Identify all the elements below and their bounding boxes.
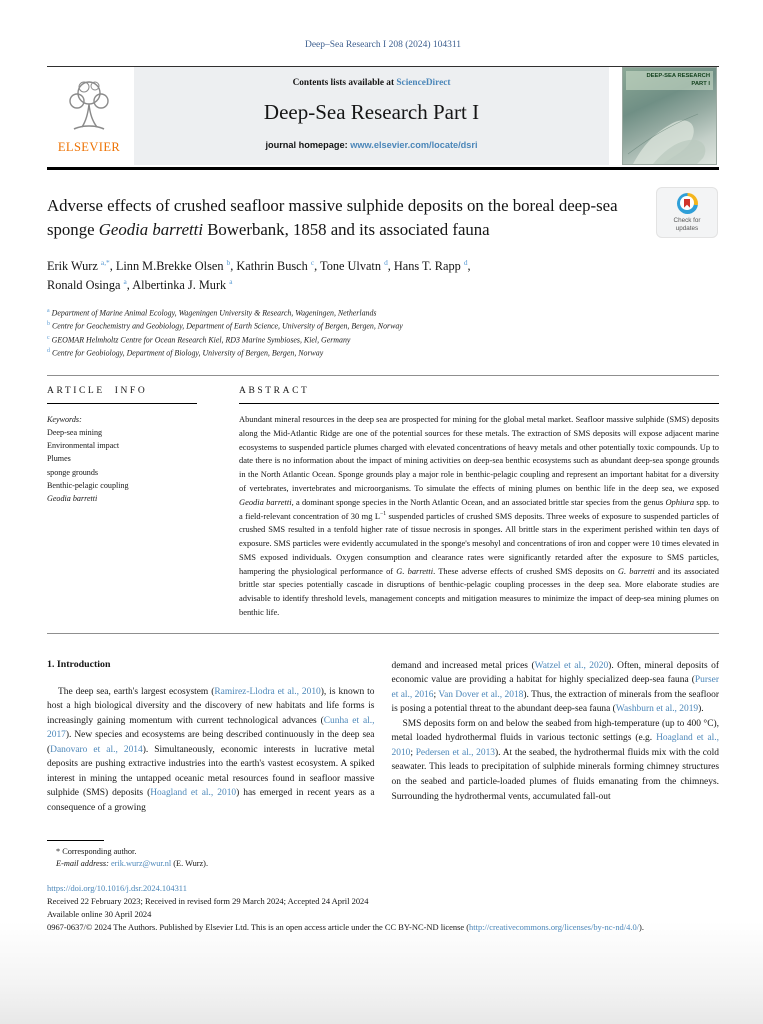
text-segment: Ophiura	[665, 496, 695, 507]
text-segment: ). Thus, the extraction of minerals from the seafloor is posing a potential threat to the abundant deep-sea fauna (	[391, 689, 719, 715]
text-segment: b	[226, 258, 231, 268]
text-segment: −1	[380, 510, 387, 517]
text-segment: a	[229, 276, 233, 286]
crossmark-icon	[677, 193, 698, 214]
text-segment: and its associated brittle star species potentially cascade in disruptions of benthic-pelagic coupling processes in the deep sea. More elaborate studies are advisable to identify threshold levels, management concepts and mitigation measures to minimize the impact of deep-sea mining plumes on benthic life.	[239, 565, 720, 617]
body-left-column	[47, 659, 375, 816]
corresponding-author-note: * Corresponding author.	[56, 846, 137, 856]
affiliations	[47, 307, 719, 360]
section-heading-introduction: 1. Introduction	[47, 658, 111, 670]
affiliation-row	[47, 334, 719, 347]
text-segment: Geodia barretti	[98, 219, 204, 239]
available-online: Available online 30 April 2024	[47, 908, 152, 919]
text-segment: ). Simultaneously, economic interests in lucrative metal deposits are pushing extractive industries into the earth's vastest ecosystem. A spiked interest in mining the untapped oceanic metal resources found in seafloor massive sulphide (SMS) deposits (	[47, 744, 375, 799]
abstract-column	[239, 376, 719, 619]
text-segment: demand and increased metal prices (	[391, 660, 535, 671]
homepage-line	[142, 140, 601, 150]
keyword-item: Plumes	[47, 454, 71, 464]
cover-title-line1: DEEP-SEA RESEARCH	[646, 73, 710, 79]
inline-link[interactable]: Purser et al., 2016	[391, 675, 719, 700]
bookmark-icon	[684, 199, 690, 208]
inline-link[interactable]: Watzel et al., 2020	[534, 660, 609, 671]
inline-link[interactable]: Washburn et al., 2019	[615, 704, 699, 715]
inline-link[interactable]: http://creativecommons.org/licenses/by-nc-nd/4.0/	[469, 921, 640, 932]
authors-line-1	[47, 257, 719, 276]
affiliation-text: Department of Marine Animal Ecology, Wageningen University & Research, Wageningen, Netherlands	[51, 308, 377, 318]
text-segment: Bowerbank, 1858 and its associated fauna	[203, 219, 490, 239]
article-footer	[47, 882, 719, 933]
received-dates: Received 22 February 2023; Received in revised form 29 March 2024; Accepted 24 April 2024	[47, 896, 369, 907]
elsevier-logo	[47, 67, 131, 165]
inline-link[interactable]: erik.wurz@wur.nl	[111, 859, 172, 869]
text-segment: , Albertinka J. Murk	[126, 277, 230, 292]
text-segment: Erik Wurz	[47, 259, 101, 274]
abstract-bottom-rule	[47, 633, 719, 634]
article-title	[47, 194, 631, 241]
masthead-bottom-rule	[47, 167, 719, 170]
intro-paragraph-right-2	[392, 717, 720, 804]
masthead-cover-slot	[622, 67, 719, 165]
text-segment: SMS deposits form on and below the seabed from high-temperature (up to 400 °C), metal loaded hydrothermal fluids in various tectonic settings (e.g.	[391, 718, 719, 744]
text-segment: ). New species and ecosystems are being described continuously in the deep sea (	[47, 730, 375, 755]
text-segment: Geodia barretti	[239, 496, 292, 507]
elsevier-wordmark: ELSEVIER	[57, 140, 121, 154]
masthead-center	[134, 67, 609, 165]
authors-line-2	[47, 276, 719, 295]
text-segment: , Hans T. Rapp	[387, 259, 464, 274]
text-segment: d	[463, 258, 468, 268]
text-segment: suspended particles of crushed SMS deposits. Three weeks of exposure to suspended particles of crushed SMS resulted in a tenfold higher rate of tissue necrosis in sponges. All brittle stars in the experiment perished within ten days of exposure. SMS particles were evidently accumulated in the sponge's mesohyl and concentrations of iron and copper were 10 times elevated in SMS exposed individuals. Oxygen consumption and clearance rates were significantly retarded after the exposure to SMS particles, hampering the physiological performance of	[239, 510, 719, 576]
text-segment: The deep sea, earth's largest ecosystem (	[58, 686, 215, 697]
text-segment: ).	[698, 704, 704, 715]
copyright-line	[47, 921, 719, 934]
text-segment: d	[384, 258, 388, 268]
sciencedirect-link[interactable]: ScienceDirect	[396, 78, 451, 88]
journal-cover	[622, 67, 717, 165]
check-for-updates-badge[interactable]	[657, 188, 717, 237]
keywords-label: Keywords:	[47, 415, 82, 425]
text-segment: (E. Wurz).	[171, 859, 209, 869]
affiliation-sup: a	[47, 308, 50, 315]
journal-citation-header: Deep–Sea Research I 208 (2024) 104311	[304, 40, 462, 50]
affiliation-text: Centre for Geochemistry and Geobiology, Department of Earth Science, University of Bergen, Bergen, Norway	[51, 321, 403, 331]
journal-title: Deep-Sea Research Part I	[263, 100, 480, 124]
affiliation-sup: d	[47, 347, 50, 354]
text-segment: Adverse effects of crushed seafloor massive sulphide deposits on the boreal deep-sea sponge	[47, 196, 618, 239]
author-list	[47, 257, 719, 294]
cover-title-line2: PART I	[691, 80, 710, 87]
affiliation-row	[47, 320, 719, 333]
inline-link[interactable]: Danovaro et al., 2014	[50, 744, 143, 755]
text-segment: spp. to a field-relevant concentration of 30 mg L	[239, 496, 719, 521]
intro-paragraph-right-1	[392, 659, 720, 717]
text-segment: , Kathrin Busch	[230, 259, 311, 274]
inline-link[interactable]: Pedersen et al., 2013	[415, 747, 496, 758]
text-segment: ). Often, mineral deposits of economic value are providing a habitat for highly specialized deep-sea fauna (	[391, 660, 719, 686]
abstract-body	[239, 413, 719, 619]
keyword-item: Deep-sea mining	[47, 428, 103, 438]
text-segment: . These adverse effects of crushed SMS deposits on	[433, 565, 618, 576]
text-segment: ), is known to host a high biological diversity and the discovery of new habitats and life forms is increasingly gaining momentum with current technological advances (	[47, 686, 375, 726]
footnote-rule	[47, 840, 104, 841]
inline-link[interactable]: Hoagland et al., 2010	[391, 733, 720, 758]
article-info-rule	[47, 403, 197, 404]
footnote-block	[47, 840, 382, 872]
elsevier-tree-icon	[60, 77, 118, 139]
text-segment: E-mail address:	[56, 859, 111, 869]
article-info-heading: ARTICLE INFO	[47, 386, 148, 397]
text-segment: ;	[410, 747, 416, 758]
text-segment: , a dominant sponge species in the North Atlantic Ocean, and an associated brittle star species from the genus	[291, 496, 666, 507]
keyword-item: sponge grounds	[47, 467, 99, 477]
cover-title-band	[626, 71, 713, 90]
affiliation-row	[47, 347, 719, 360]
inline-link[interactable]: Ramirez-Llodra et al., 2010	[214, 686, 321, 697]
contents-line	[142, 78, 601, 88]
text-segment: Abundant mineral resources in the deep sea are prospected for mining for the global metal market. Seafloor massive sulphide (SMS) deposits along the Mid-Atlantic Ridge are one of the potential sources for these metals. The extraction of SMS deposits will expose adjacent marine ecosystems to suspended particle plumes charged with elevated concentrations of heavy metals and other potentially toxic compounds. Up to date there is no information about the impact of mining activities on deep-sea benthic ecosystems such as abundant deep-sea sponge grounds in the North Atlantic Ocean. Sponge grounds play a major role in benthic-pelagic coupling and represent an important habitat for a diversity of vertebrates, invertebrates and microorganisms. To simulate the effects of mining plumes on benthic life in the deep sea, we exposed	[239, 414, 719, 493]
article-info-column	[47, 376, 239, 619]
affiliation-text: GEOMAR Helmholtz Centre for Ocean Research Kiel, RD3 Marine Symbioses, Kiel, Germany	[51, 335, 351, 345]
keywords-list	[47, 413, 221, 505]
text-segment: 0967-0637/© 2024 The Authors. Published by Elsevier Ltd. This is an open access article under the CC BY-NC-ND license (	[47, 921, 470, 932]
text-segment: ).	[639, 921, 644, 932]
intro-paragraph-left	[47, 685, 375, 816]
text-segment: G. barretti	[396, 565, 434, 576]
text-segment: a,*	[100, 258, 110, 268]
journal-masthead	[47, 66, 719, 165]
body-right-column	[392, 659, 720, 816]
affiliation-text: Centre for Geobiology, Department of Biology, University of Bergen, Bergen, Norway	[51, 348, 324, 358]
text-segment: a	[123, 276, 127, 286]
text-segment: ;	[433, 689, 439, 700]
email-note	[47, 858, 382, 871]
text-segment: ,	[467, 259, 471, 274]
homepage-link[interactable]: www.elsevier.com/locate/dsri	[350, 140, 478, 150]
cover-map-art	[623, 94, 716, 164]
affiliation-sup: c	[47, 334, 50, 341]
affiliation-row	[47, 307, 719, 320]
contents-prefix: Contents lists available at	[292, 78, 397, 88]
inline-link[interactable]: Hoagland et al., 2010	[150, 788, 237, 799]
text-segment: ). At the seabed, the hydrothermal fluids mix with the cold seawater. This leads to precipitation of sulphide minerals forming chimney structures on the seabed and particle-loaded plumes of fluids emanating from the chimneys. Surrounding the hydrothermal vents, accumulated fall-out	[391, 747, 719, 802]
text-segment: ) has emerged in recent years as a consequence of a growing	[47, 788, 375, 814]
homepage-prefix: journal homepage:	[265, 140, 351, 150]
inline-link[interactable]: Cunha et al., 2017	[47, 715, 375, 741]
text-segment: G. barretti	[617, 565, 655, 576]
text-segment: , Linn M.Brekke Olsen	[109, 259, 227, 274]
inline-link[interactable]: Van Dover et al., 2018	[438, 689, 524, 700]
affiliation-sup: b	[47, 321, 50, 328]
doi-link[interactable]: https://doi.org/10.1016/j.dsr.2024.104311	[47, 883, 187, 894]
keyword-item: Environmental impact	[47, 441, 120, 451]
abstract-heading: ABSTRACT	[239, 386, 310, 397]
keyword-item: Benthic-pelagic coupling	[47, 480, 129, 490]
text-segment: Ronald Osinga	[47, 277, 124, 292]
check-badge-label: Check for updates	[673, 216, 701, 232]
keyword-item: Geodia barretti	[47, 493, 98, 503]
text-segment: , Tone Ulvatn	[314, 259, 385, 274]
abstract-rule	[239, 403, 719, 404]
text-segment: c	[310, 258, 315, 268]
